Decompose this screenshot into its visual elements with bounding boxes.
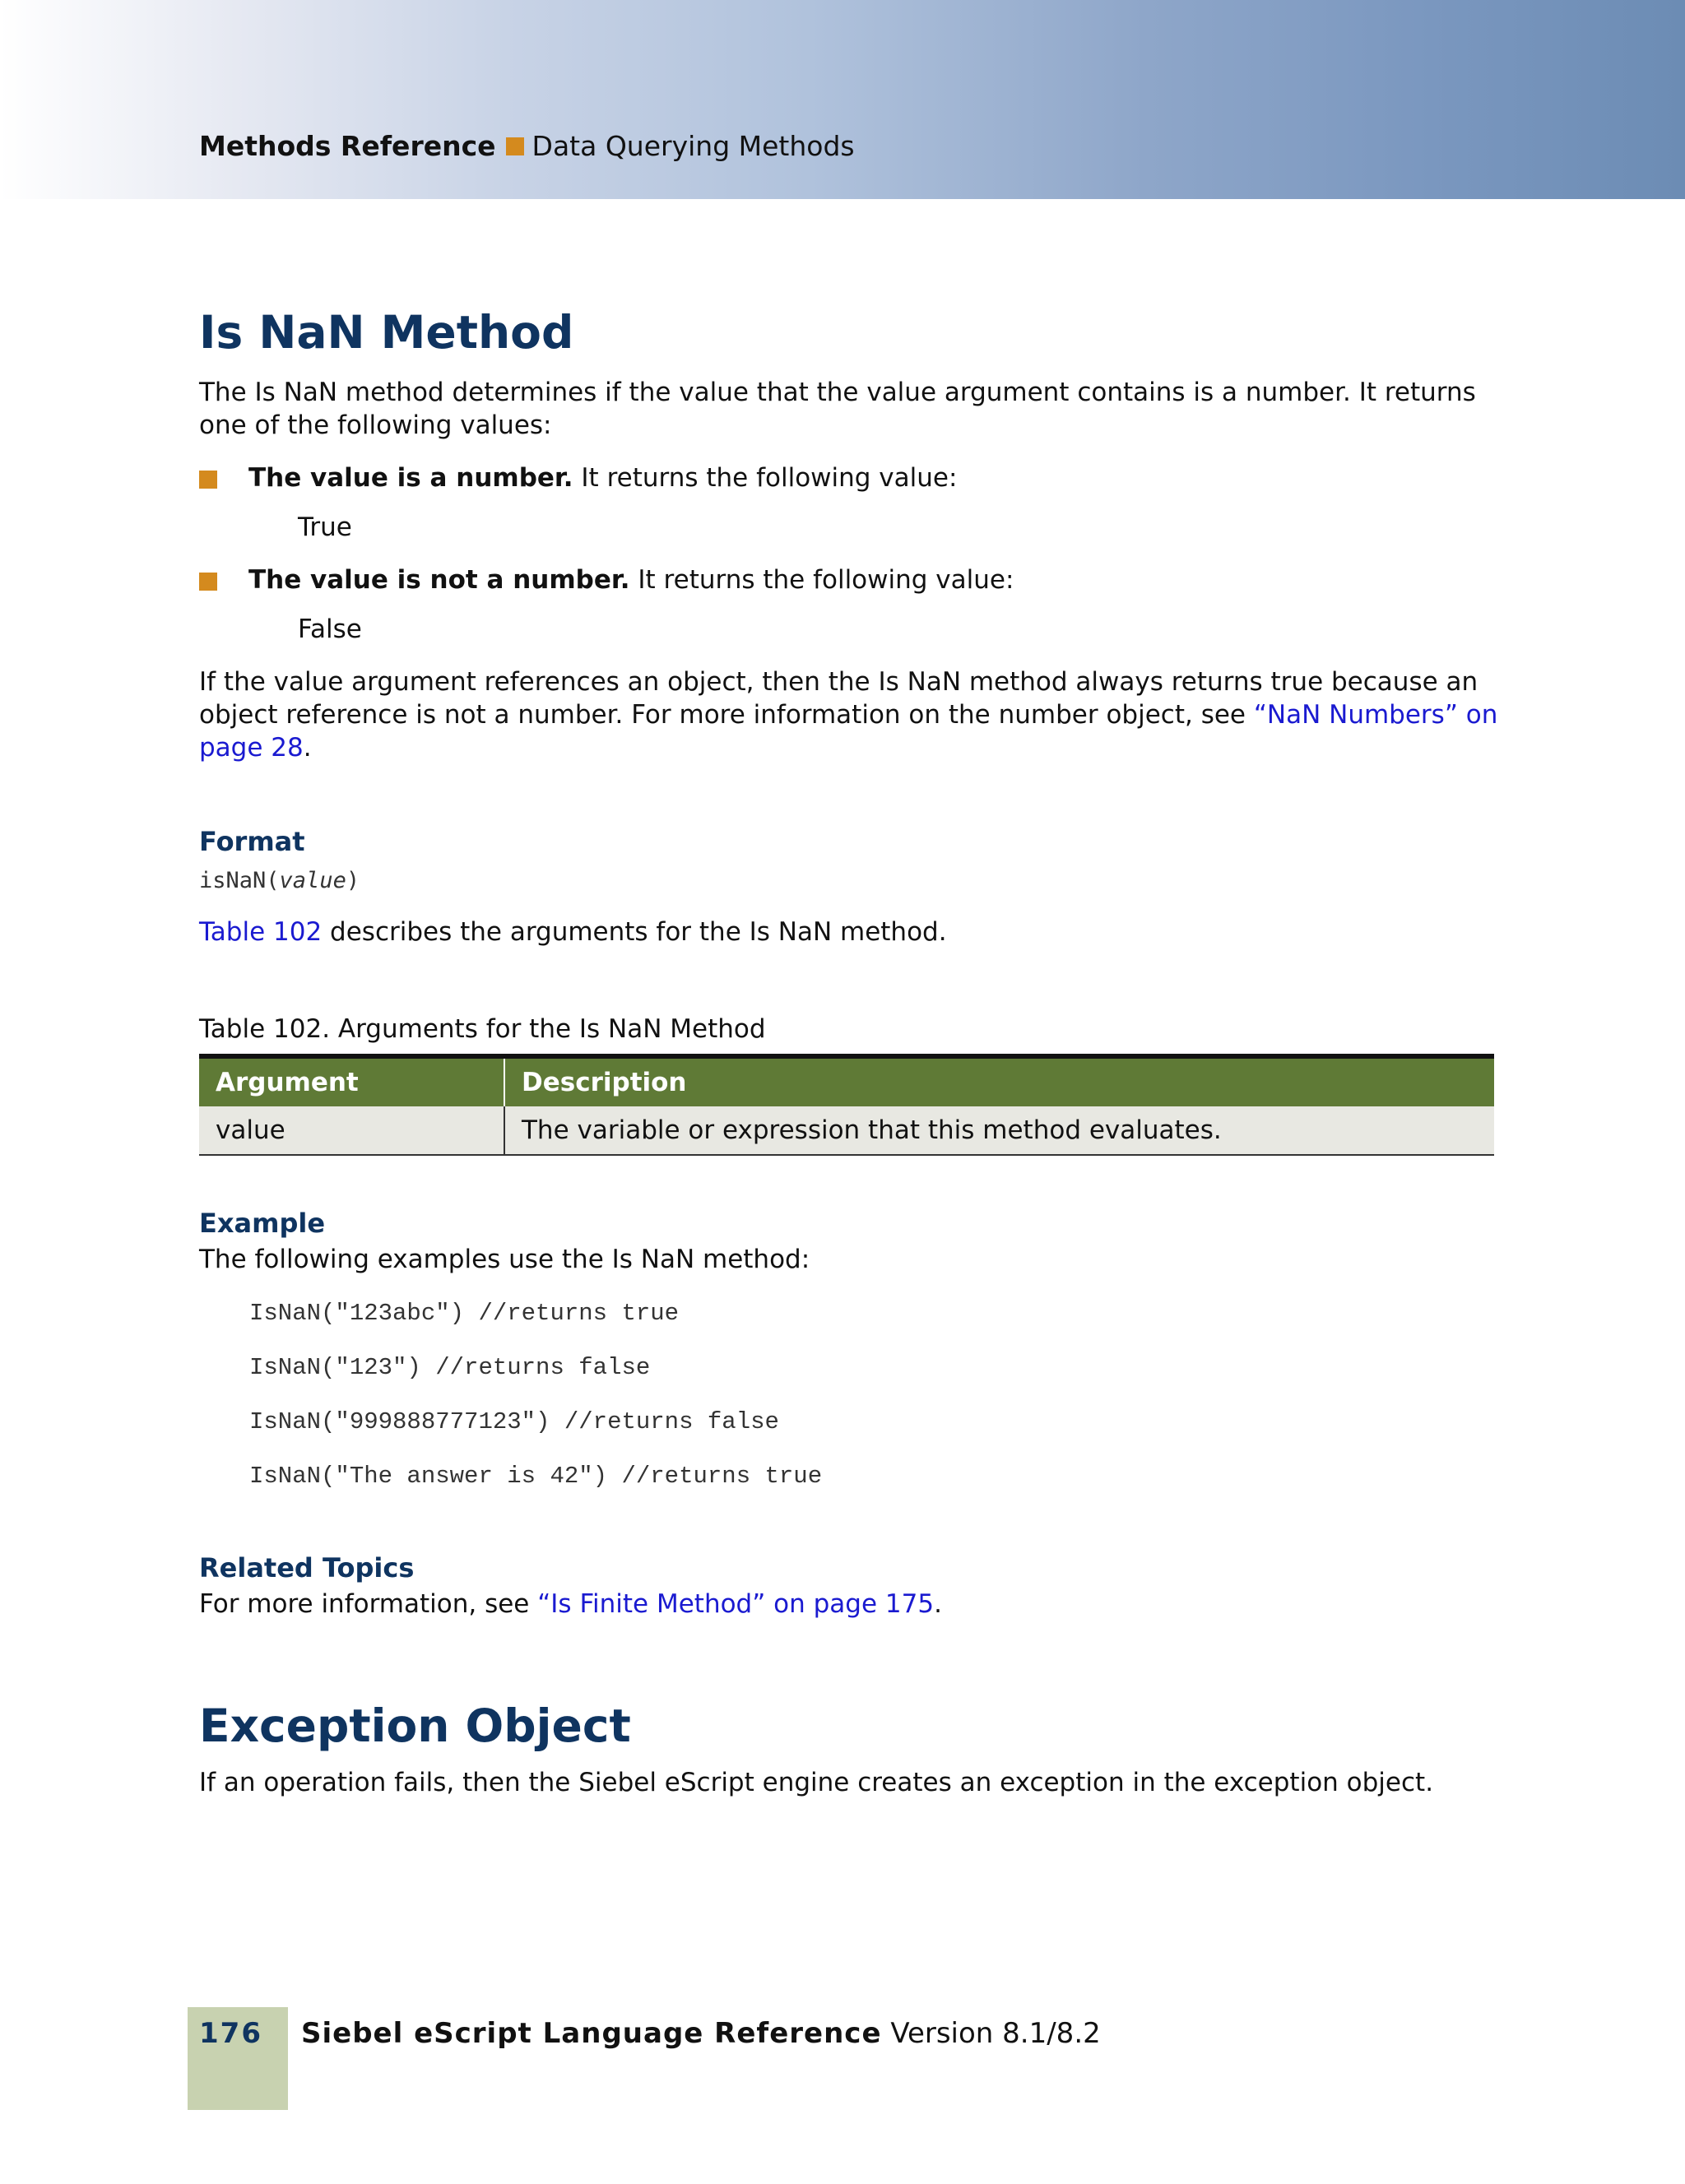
isnan-title: Is NaN Method: [199, 306, 574, 359]
breadcrumb-section: Data Querying Methods: [531, 130, 855, 162]
bullet-number-text: It returns the following value:: [573, 463, 958, 493]
format-heading: Format: [199, 826, 305, 857]
isnan-intro: The Is NaN method determines if the value that the value argument contains is a number. It returns one of the following values:: [199, 378, 1476, 440]
exception-text: If an operation fails, then the Siebel eScript engine creates an exception in the exception object.: [199, 1768, 1434, 1797]
bullet-square-icon: [199, 471, 217, 489]
table-caption: Table 102. Arguments for the Is NaN Method: [199, 1014, 766, 1044]
related-text: For more information, see: [199, 1589, 538, 1619]
page-number: 176: [199, 2017, 262, 2050]
footer-title: [301, 2017, 1101, 2050]
breadcrumb: [199, 132, 855, 161]
table-header-row: [199, 1059, 1494, 1106]
header-argument: Argument: [199, 1059, 505, 1106]
format-close: ): [346, 868, 360, 893]
bullet-number-bold: The value is a number.: [248, 463, 573, 493]
example-code-line: IsNaN("999888777123") //returns false: [249, 1408, 779, 1435]
format-fn: isNaN(: [199, 868, 280, 893]
related-topics-text: [199, 1588, 1499, 1621]
related-end: .: [934, 1589, 942, 1619]
footer-book-name: Siebel eScript Language Reference: [301, 2017, 882, 2050]
example-code-line: IsNaN("123abc") //returns true: [249, 1300, 680, 1327]
breadcrumb-separator-icon: [506, 137, 524, 155]
object-note-text: If the value argument references an object, then the Is NaN method always returns true because an object reference is not a number. For more information on the number object, see: [199, 667, 1478, 730]
is-finite-link[interactable]: “Is Finite Method” on page 175: [537, 1589, 935, 1619]
bullet-not-number-bold: The value is not a number.: [248, 565, 630, 595]
table-row: [199, 1106, 1494, 1156]
example-intro: The following examples use the Is NaN method:: [199, 1245, 810, 1274]
cell-argument: value: [199, 1106, 505, 1154]
object-note: [199, 665, 1499, 764]
example-heading: Example: [199, 1208, 326, 1239]
footer-version: Version 8.1/8.2: [881, 2017, 1101, 2050]
format-syntax: [199, 863, 1499, 897]
table-reference-text: describes the arguments for the Is NaN method.: [322, 917, 947, 947]
header-description: Description: [522, 1068, 687, 1097]
format-arg: value: [279, 868, 346, 893]
related-topics-heading: Related Topics: [199, 1552, 415, 1584]
object-note-end: .: [303, 733, 312, 763]
example-code-line: IsNaN("The answer is 42") //returns true: [249, 1463, 823, 1490]
arguments-table: [199, 1054, 1494, 1156]
breadcrumb-chapter: Methods Reference: [199, 130, 496, 162]
bullet-square-icon: [199, 573, 217, 591]
example-code-line: IsNaN("123") //returns false: [249, 1354, 651, 1381]
cell-description: The variable or expression that this method evaluates.: [522, 1115, 1222, 1145]
table-reference: [199, 916, 1499, 948]
bullet-not-number-text: It returns the following value:: [629, 565, 1014, 595]
exception-title: Exception Object: [199, 1699, 631, 1752]
table-102-link[interactable]: Table 102: [199, 917, 323, 947]
header-band: [0, 0, 1685, 199]
return-value-true: True: [298, 512, 352, 542]
return-value-false: False: [298, 614, 362, 644]
nan-numbers-link[interactable]: “NaN Numbers” on page 28: [199, 700, 1498, 763]
